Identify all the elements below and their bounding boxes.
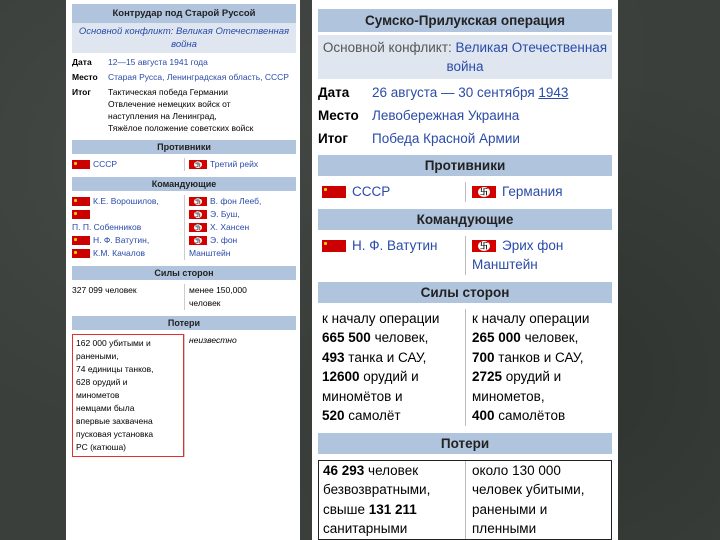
losses-text: свыше xyxy=(323,501,369,517)
forces-number: 665 500 xyxy=(322,330,371,345)
losses-a-line: 74 единицы танков, xyxy=(76,364,154,374)
opponents-header: Противники xyxy=(72,140,296,154)
losses-a-line: минометов xyxy=(76,390,120,400)
forces-header: Силы сторон xyxy=(72,266,296,280)
commander-link[interactable]: К.Е. Ворошилов, xyxy=(93,196,159,206)
result-label: Итог xyxy=(72,87,91,97)
forces-a: 327 099 человек xyxy=(72,285,137,295)
forces-b-line: человек xyxy=(189,298,221,308)
commanders-row xyxy=(318,236,612,275)
place-row xyxy=(72,71,296,83)
commander-link[interactable]: Н. Ф. Ватутин, xyxy=(93,235,150,245)
ussr-flag-icon xyxy=(72,197,90,206)
result-value[interactable]: Победа Красной Армии xyxy=(372,131,520,146)
losses-line: пленными xyxy=(472,521,537,536)
forces-text: человек, xyxy=(370,330,429,345)
forces-row xyxy=(318,309,612,426)
forces-number: 520 xyxy=(322,408,345,423)
germany-flag-icon xyxy=(472,240,496,252)
result-value xyxy=(108,86,296,134)
ussr-flag-icon xyxy=(322,240,346,252)
losses-header: Потери xyxy=(72,316,296,330)
losses-b: неизвестно xyxy=(184,334,296,457)
losses-a-line: 162 000 убитыми и xyxy=(76,338,151,348)
forces-text: орудий и xyxy=(502,369,562,384)
place-value[interactable]: Старая Русса, Ленинградская область, СССР xyxy=(108,72,289,82)
forces-a xyxy=(318,309,465,426)
result-row xyxy=(72,86,296,134)
result-line: Тяжёлое положение советских войск xyxy=(108,123,254,133)
side-b-link[interactable]: Третий рейх xyxy=(210,159,259,169)
ussr-flag-icon xyxy=(72,249,90,258)
right-infobox xyxy=(318,9,612,540)
forces-text: орудий и xyxy=(359,369,419,384)
losses-number: 131 211 xyxy=(368,501,417,517)
commander-link[interactable]: К.М. Качалов xyxy=(93,248,146,258)
losses-line: санитарными xyxy=(323,521,408,536)
losses-a-line: ранеными, xyxy=(76,351,119,361)
forces-text: танков и САУ, xyxy=(494,349,584,365)
losses-text: человек xyxy=(364,462,419,478)
losses-a-highlight xyxy=(72,334,184,457)
forces-line: миномётов и xyxy=(322,388,403,404)
reich-flag-icon xyxy=(189,236,207,245)
date-year-link[interactable]: 1943 xyxy=(538,85,569,100)
forces-b-line: менее 150,000 xyxy=(189,285,247,295)
reich-flag-icon xyxy=(189,210,207,219)
opponents-row xyxy=(72,158,296,171)
forces-number: 265 000 xyxy=(472,330,521,345)
date-row xyxy=(318,83,612,102)
commanders-row xyxy=(72,195,296,260)
germany-flag-icon xyxy=(472,186,496,198)
losses-line: около 130 000 xyxy=(472,462,561,478)
forces-header: Силы сторон xyxy=(318,282,612,303)
forces-line: минометов, xyxy=(472,388,545,404)
forces-number: 12600 xyxy=(322,369,360,384)
forces-number: 2725 xyxy=(472,369,503,384)
place-value[interactable]: Левобережная Украина xyxy=(372,108,520,123)
losses-a-line: впервые захвачена xyxy=(76,416,153,426)
conflict-link[interactable]: Великая Отечественная война xyxy=(446,40,608,74)
commander-link[interactable]: П. П. Собенников xyxy=(72,222,142,232)
losses-number: 46 293 xyxy=(323,462,365,478)
commander-link[interactable]: Э. фон xyxy=(210,235,238,245)
date-label: Дата xyxy=(72,57,92,67)
losses-a-line: РС (катюша) xyxy=(76,442,126,452)
result-line: Отвлечение немецких войск от xyxy=(108,99,231,109)
forces-number: 400 xyxy=(472,408,495,423)
forces-row xyxy=(72,284,296,310)
opponents-header: Противники xyxy=(318,155,612,176)
place-label: Место xyxy=(72,72,98,82)
forces-number: 700 xyxy=(472,349,495,365)
forces-text: танка и САУ, xyxy=(344,349,427,365)
ussr-flag-icon xyxy=(322,186,346,198)
conflict-label: Основной конфликт: xyxy=(322,40,452,55)
date-range[interactable]: 26 августа — 30 сентября xyxy=(372,85,539,100)
place-label: Место xyxy=(318,108,359,123)
ussr-flag-icon xyxy=(72,236,90,245)
result-line: наступления на Ленинград, xyxy=(108,111,217,121)
conflict-label: Основной конфликт: xyxy=(78,26,174,37)
ussr-flag-icon xyxy=(72,160,90,169)
losses-a xyxy=(319,461,465,539)
reich-flag-icon xyxy=(189,197,207,206)
side-a-link[interactable]: СССР xyxy=(93,159,118,169)
losses-highlight xyxy=(318,460,612,540)
commanders-header: Командующие xyxy=(72,177,296,191)
date-value[interactable]: 12—15 августа 1941 года xyxy=(108,57,208,67)
forces-b xyxy=(184,284,296,310)
date-label: Дата xyxy=(318,85,350,100)
losses-line: ранеными и xyxy=(472,501,548,517)
right-infobox-page xyxy=(312,0,618,540)
ussr-flag-icon xyxy=(72,210,90,219)
losses-line: человек убитыми, xyxy=(472,482,585,497)
left-infobox-page xyxy=(66,0,300,540)
infobox-title: Контрудар под Старой Руссой xyxy=(72,4,296,23)
losses-a-line: пусковая установка xyxy=(76,429,154,439)
commander-link[interactable]: Э. Буш, xyxy=(210,209,240,219)
losses-a-line: немцами была xyxy=(76,403,135,413)
forces-text: человек, xyxy=(520,330,579,345)
losses-line: безвозвратными, xyxy=(323,482,431,497)
losses-header: Потери xyxy=(318,433,612,454)
conflict-row xyxy=(318,35,612,79)
conflict-row xyxy=(72,23,296,53)
side-b-link[interactable]: Германия xyxy=(502,184,563,199)
forces-number: 493 xyxy=(322,349,345,365)
forces-b xyxy=(465,309,612,426)
commander-link[interactable]: Манштейн xyxy=(189,248,231,258)
forces-line: к началу операции xyxy=(322,310,440,326)
result-label: Итог xyxy=(318,131,349,146)
date-value[interactable] xyxy=(372,83,612,102)
losses-a-line: 628 орудий и xyxy=(76,377,128,387)
forces-line: к началу операции xyxy=(472,310,590,326)
commanders-header: Командующие xyxy=(318,209,612,230)
left-infobox xyxy=(72,4,296,457)
result-row xyxy=(318,129,612,148)
forces-text: самолёт xyxy=(344,408,401,423)
commander-link[interactable]: В. фон Лееб, xyxy=(210,196,262,206)
reich-flag-icon xyxy=(189,223,207,232)
losses-b xyxy=(465,461,611,539)
losses-row xyxy=(72,334,296,457)
place-row xyxy=(318,106,612,125)
commander-link[interactable]: Н. Ф. Ватутин xyxy=(352,237,438,253)
side-a-link[interactable]: СССР xyxy=(352,184,391,199)
opponents-row xyxy=(318,182,612,202)
commander-link[interactable]: Манштейн xyxy=(472,257,538,272)
conflict-link[interactable]: Великая Отечественная война xyxy=(171,26,290,50)
commander-link[interactable]: Эрих фон xyxy=(502,237,564,253)
forces-text: самолётов xyxy=(494,408,566,423)
commander-link[interactable]: Х. Хансен xyxy=(210,222,250,232)
date-row xyxy=(72,56,296,68)
infobox-title: Сумско-Прилукская операция xyxy=(318,9,612,32)
result-line: Тактическая победа Германии xyxy=(108,87,228,97)
reich-flag-icon xyxy=(189,160,207,169)
